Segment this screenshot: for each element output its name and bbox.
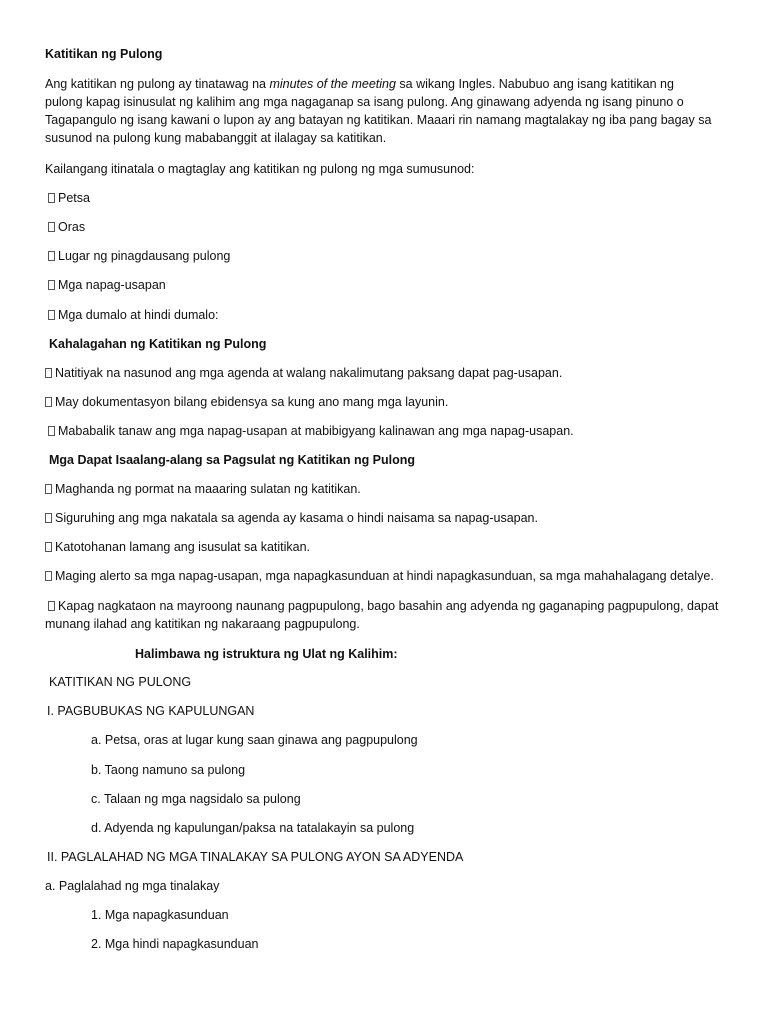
missing-glyph-icon xyxy=(45,513,52,523)
list-item: a. Petsa, oras at lugar kung saan ginawa ang pagpupulong xyxy=(91,733,418,747)
list-item: c. Talaan ng mga nagsidalo sa pulong xyxy=(91,792,301,806)
missing-glyph-icon xyxy=(48,280,55,290)
example-section-1: I. PAGBUBUKAS NG KAPULUNGAN xyxy=(47,704,255,718)
list-item: Siguruhing ang mga nakatala sa agenda ay kasama o hindi naisama sa napag-usapan. xyxy=(45,510,538,527)
list-item: Natitiyak na nasunod ang mga agenda at walang nakalimutang paksang dapat pag-usapan. xyxy=(45,365,562,382)
intro-line-4: susunod na pulong kung mababanggit at ilalagay sa katitikan. xyxy=(45,131,387,145)
list-item: 2. Mga hindi napagkasunduan xyxy=(91,937,259,951)
list-item: Oras xyxy=(48,219,85,236)
importance-heading: Kahalagahan ng Katitikan ng Pulong xyxy=(49,337,267,351)
missing-glyph-icon xyxy=(48,426,55,436)
missing-glyph-icon xyxy=(45,542,52,552)
intro-line-1 xyxy=(45,76,674,93)
list-item: Katotohanan lamang ang isusulat sa katitikan. xyxy=(45,539,310,556)
missing-glyph-icon xyxy=(45,397,52,407)
missing-glyph-icon xyxy=(48,193,55,203)
list-item-continuation: munang ilahad ang katitikan ng nakaraang pagpupulong. xyxy=(45,617,360,631)
list-item: Mga dumalo at hindi dumalo: xyxy=(48,307,219,324)
considerations-heading: Mga Dapat Isaalang-alang sa Pagsulat ng Katitikan ng Pulong xyxy=(49,453,416,467)
missing-glyph-icon xyxy=(48,251,55,261)
list-item: Petsa xyxy=(48,190,90,207)
document-title: Katitikan ng Pulong xyxy=(45,47,163,61)
list-item: Mga napag-usapan xyxy=(48,277,166,294)
intro-line-1-end: sa wikang Ingles. Nabubuo ang isang katitikan ng xyxy=(395,77,674,91)
list-item: Mababalik tanaw ang mga napag-usapan at mabibigyang kalinawan ang mga napag-usapan. xyxy=(48,423,574,440)
intro-line-2: pulong kapag isinusulat ng kalihim ang mga nagaganap sa isang pulong. Ang ginawang adyenda ng isang pinuno o xyxy=(45,95,684,109)
example-section-2: II. PAGLALAHAD NG MGA TINALAKAY SA PULONG AYON SA ADYENDA xyxy=(47,850,464,864)
intro-line-3: Tagapangulo ng isang kawani o lupon ay ang batayan ng katitikan. Maaari rin namang magtalakay ng iba pang bagay sa xyxy=(45,113,712,127)
example-heading: Halimbawa ng istruktura ng Ulat ng Kalihim: xyxy=(135,647,398,661)
list-item: Lugar ng pinagdausang pulong xyxy=(48,248,230,265)
missing-glyph-icon xyxy=(45,368,52,378)
list-item: May dokumentasyon bilang ebidensya sa kung ano mang mga layunin. xyxy=(45,394,448,411)
missing-glyph-icon xyxy=(45,484,52,494)
list-item: 1. Mga napagkasunduan xyxy=(91,908,229,922)
missing-glyph-icon xyxy=(48,601,55,611)
list-item: b. Taong namuno sa pulong xyxy=(91,763,246,777)
required-intro: Kailangang itinatala o magtaglay ang katitikan ng pulong ng mga sumusunod: xyxy=(45,162,475,176)
intro-line-1-start: Ang katitikan ng pulong ay tinatawag na xyxy=(45,77,270,91)
example-subsection: a. Paglalahad ng mga tinalakay xyxy=(45,879,220,893)
missing-glyph-icon xyxy=(48,310,55,320)
missing-glyph-icon xyxy=(45,571,52,581)
missing-glyph-icon xyxy=(48,222,55,232)
example-doc-title: KATITIKAN NG PULONG xyxy=(49,675,192,689)
list-item: Maging alerto sa mga napag-usapan, mga napagkasunduan at hindi napagkasunduan, sa mga mahahalagang detalye. xyxy=(45,568,714,585)
list-item: d. Adyenda ng kapulungan/paksa na tatalakayin sa pulong xyxy=(91,821,415,835)
list-item: Maghanda ng pormat na maaaring sulatan ng katitikan. xyxy=(45,481,361,498)
intro-emphasis: minutes of the meeting xyxy=(269,77,396,91)
list-item: Kapag nagkataon na mayroong naunang pagpupulong, bago basahin ang adyenda ng gaganaping pagpupulong, dapat xyxy=(48,598,718,615)
